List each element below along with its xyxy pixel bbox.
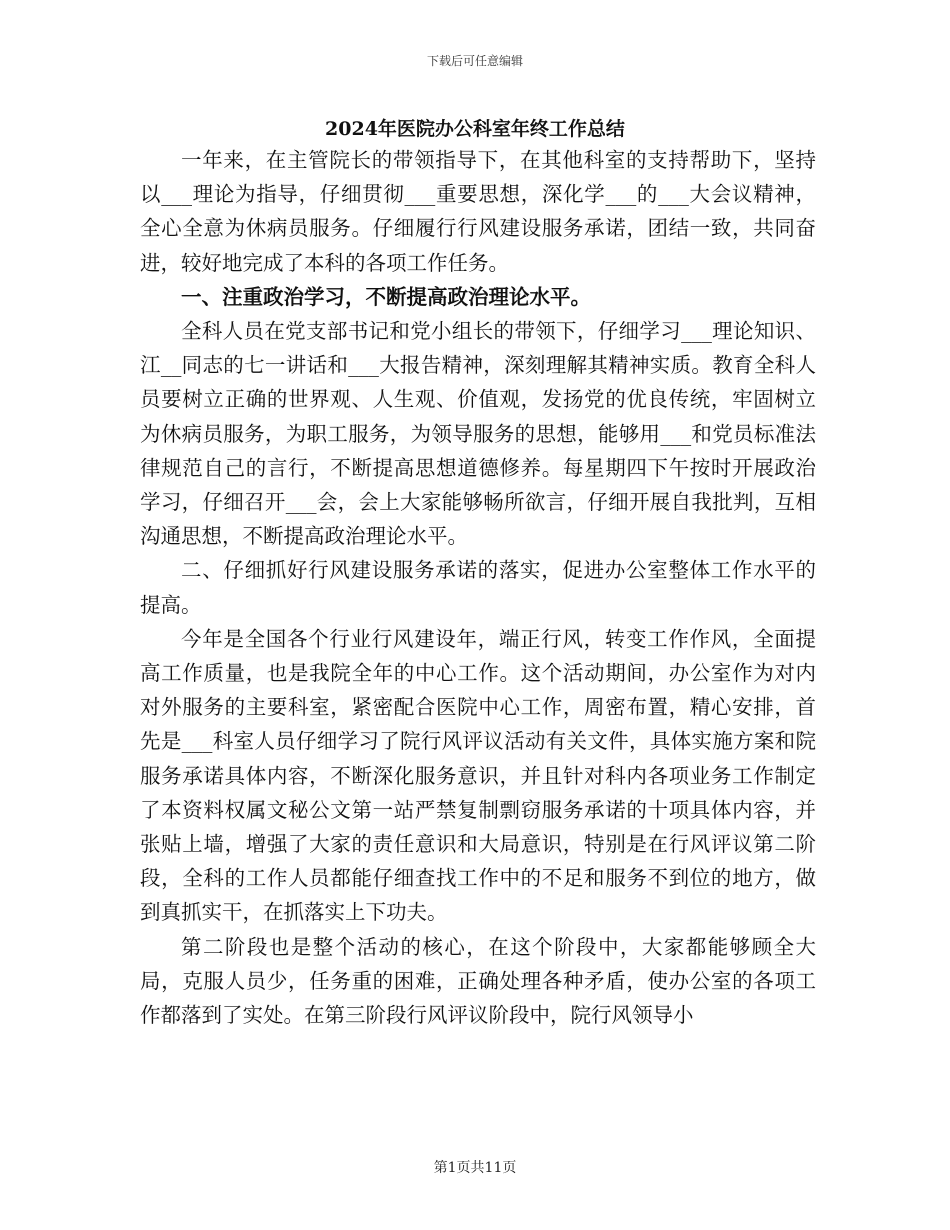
section-heading-1: 一、注重政治学习，不断提高政治理论水平。 — [181, 284, 591, 309]
document-body — [140, 143, 816, 1032]
page-footer: 第1页共11页 — [433, 1160, 517, 1176]
section-heading-2: 二、仔细抓好行风建设服务承诺的落实，促进办公室整体工作水平的提高。 — [140, 558, 816, 617]
paragraph-political-study: 全科人员在党支部书记和党小组长的带领下，仔细学习___理论知识、江__同志的七一讲话和___大报告精神，深刻理解其精神实质。教育全科人员要树立正确的世界观、人生观、价值观，发扬党的优良传统，牢固树立为休病员服务，为职工服务，为领导服务的思想，能够用___和党员标准法律规范自己的言行，不断提高思想道德修养。每星期四下午按时开展政治学习，仔细召开___会，会上大家能够畅所欲言，仔细开展自我批判，互相沟通思想，不断提高政治理论水平。 — [140, 319, 816, 549]
paragraph-conduct-year: 今年是全国各个行业行风建设年，端正行风，转变工作作风，全面提高工作质量，也是我院全年的中心工作。这个活动期间，办公室作为对内对外服务的主要科室，紧密配合医院中心工作，周密布置，精心安排，首先是___科室人员仔细学习了院行风评议活动有关文件，具体实施方案和院服务承诺具体内容，不断深化服务意识，并且针对科内各项业务工作制定了本资料权属文秘公文第一站严禁复制剽窃服务承诺的十项具体内容，并张贴上墙，增强了大家的责任意识和大局意识，特别是在行风评议第二阶段，全科的工作人员都能仔细查找工作中的不足和服务不到位的地方，做到真抓实干，在抓落实上下功夫。 — [140, 626, 816, 925]
paragraph-second-stage: 第二阶段也是整个活动的核心，在这个阶段中，大家都能够顾全大局，克服人员少，任务重的困难，正确处理各种矛盾，使办公室的各项工作都落到了实处。在第三阶段行风评议阶段中，院行风领导小 — [140, 934, 816, 1028]
paragraph-intro: 一年来，在主管院长的带领指导下，在其他科室的支持帮助下，坚持以___理论为指导，仔细贯彻___重要思想，深化学___的___大会议精神，全心全意为休病员服务。仔细履行行风建设服务承诺，团结一致，共同奋进，较好地完成了本科的各项工作任务。 — [140, 148, 816, 275]
header-note: 下载后可任意编辑 — [426, 54, 523, 68]
document-title: 2024年医院办公科室年终工作总结 — [325, 118, 625, 140]
